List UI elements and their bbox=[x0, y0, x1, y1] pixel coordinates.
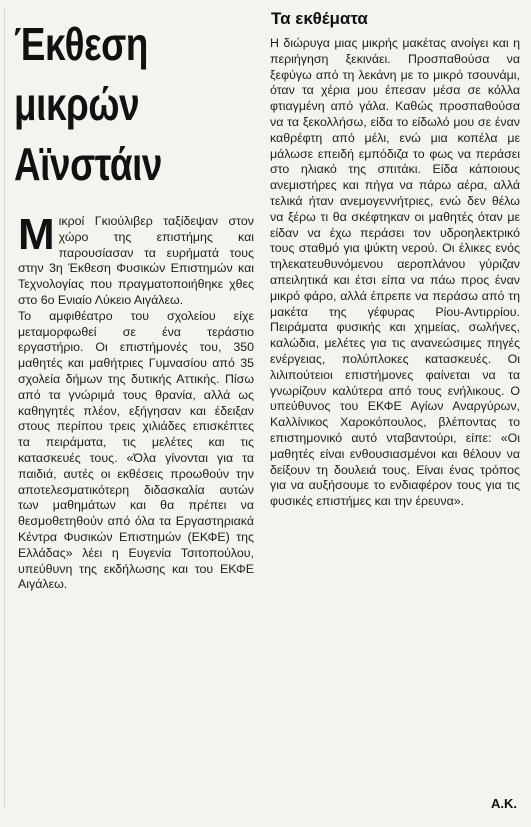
left-column bbox=[18, 210, 254, 593]
headline-line-2: μικρών bbox=[14, 78, 140, 130]
article-headline bbox=[14, 14, 206, 194]
paragraph-exhibits: Η διώρυγα μιας μικρής μακέτας ανοίγει και η περιήγηση ξεκινάει. Προσπαθούσα να ξεφύγω από τη λεκάνη με το μικρό τσουνάμι, όταν τα χέρια μου έπεσαν μέσα σε κόλλα φτιαγμένη από γάλα. Καθώς προσπαθούσα να τα ξεκολλήσω, είδα το είδωλό μου σε έναν καθρέφτη από μέλι, ενώ μια κοπέλα με μάλωσε επειδή εμπόδιζα το φως να περάσει στο ηλιακό της σπιτάκι. Είδα κάποιους ανεμιστήρες και πήγα να πάρω αέρα, αλλά τελικά ήταν ανεμογεννήτριες, ενώ δεν θέλω να ξέρω τι θα σκέφτηκαν οι μαθητές όταν με είδαν να έχω περάσει τον υδροηλεκτρικό τους σταθμό για ψύκτη νερού. Οι έλικες ενός τηλεκατευθυνόμενου αεροπλάνου γύριζαν απειλητικά και έτσι είπα να πάω προς έναν μικρό φάρο, αλλά έπρεπε να περάσω από τη μακέτα της γέφυρας Ρίου-Αντιρρίου. Πειράματα φυσικής και χημείας, σωλήνες, καλώδια, μελέτες για τις ανανεώσιμες πηγές ενέργειας, πολύπλοκες κατασκευές. Οι λιλιπούτειοι επιστήμονες φαίνεται να τα γνωρίζουν καλύτερα από τους ενήλικους. Ο υπεύθυνος του ΕΚΦΕ Αγίων Αναργύρων, Καλλίνικος Χαροκόπουλος, βλέποντας το επιστημονικό αυτό νταβαντούρι, είπε: «Οι μαθητές είναι ενθουσιασμένοι και θέλουν να δείξουν τη δουλειά τους. Είναι ένας τρόπος για να αυξήσουμε το ενδιαφέρον τους για τις φυσικές επιστήμες και την έρευνα». bbox=[270, 36, 520, 509]
paragraph-amphitheatre: Το αμφιθέατρο του σχολείου είχε μεταμορφωθεί σε ένα τεράστιο εργαστήριο. Οι επιστήμονές του, 350 μαθητές και μαθήτριες Γυμνασίου από 35 σχολεία δήμων της δυτικής Αττικής. Πίσω από τα γνώριμά τους θρανία, αλλά ως καθηγητές πλέον, εξήγησαν και έδειξαν στους περίπου τρεις χιλιάδες επισκέπτες τα πειράματα, τις μελέτες και τις κατασκευές τους. «Όλα γίνονται για τα παιδιά, αυτές οι εκθέσεις προωθούν την αποτελεσματικότερη διδασκαλία αυτών των μαθημάτων και θα πρέπει να θεσμοθετηθούν από όλα τα Εργαστηριακά Κέντρα Φυσικών Επιστημών (ΕΚΦΕ) της Ελλάδας» λέει η Ευγενία Τσιτοπούλου, υπεύθυνη της εκδήλωσης και του ΕΚΦΕ Αιγάλεω. bbox=[18, 308, 254, 592]
headline-line-1: Έκθεση bbox=[14, 18, 149, 70]
section-subheading: Τα εκθέματα bbox=[271, 9, 368, 28]
author-signature: Α.Κ. bbox=[491, 796, 517, 811]
drop-cap: Μ bbox=[18, 210, 55, 259]
paragraph-intro: ικροί Γκιούλιβερ ταξίδεψαν στον χώρο της επιστήμης και παρουσίασαν τα ευρήματά τους στην 3η Έκθεση Φυσικών Επιστημών και Τεχνολογίας που πραγματοποιήθηκε χθες στο 6ο Ενιαίο Λύκειο Αιγάλεω. bbox=[18, 214, 254, 307]
right-column bbox=[270, 36, 520, 510]
headline-line-3: Αϊνστάιν bbox=[14, 138, 162, 190]
page-edge-rule bbox=[4, 8, 5, 808]
